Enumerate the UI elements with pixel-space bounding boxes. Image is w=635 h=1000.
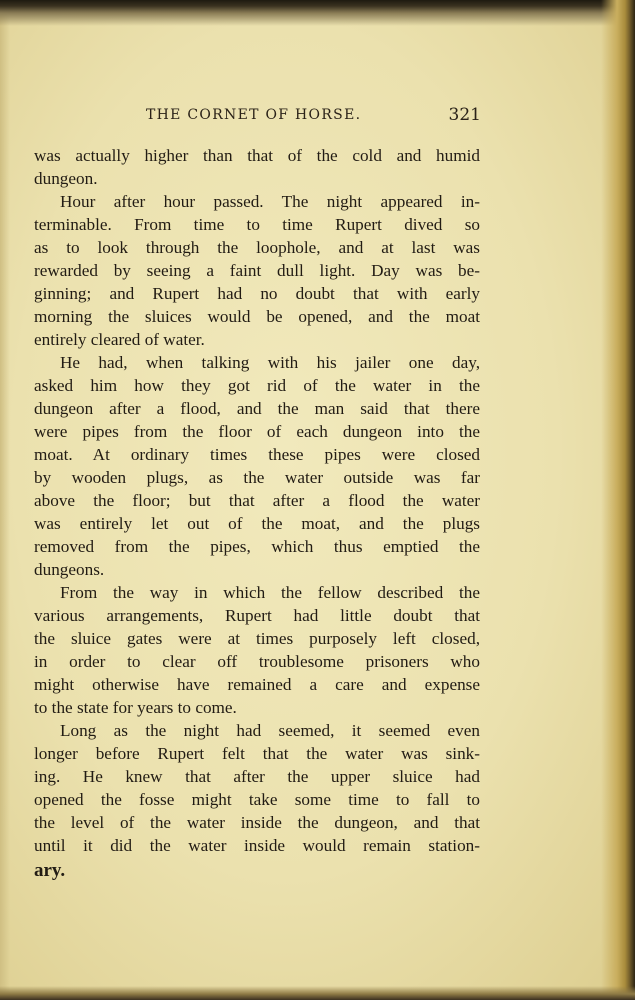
text-line: various arrangements, Rupert had little doubt that [34, 606, 480, 625]
text-line: moat. At ordinary times these pipes were closed [34, 445, 480, 464]
text-line: dungeon after a flood, and the man said that there [34, 399, 480, 418]
body-text [34, 144, 480, 882]
text-line: Hour after hour passed. The night appeared in- [60, 192, 480, 211]
text-line: opened the fosse might take some time to fall to [34, 790, 480, 809]
text-line: in order to clear off troublesome prisoners who [34, 652, 480, 671]
text-line: might otherwise have remained a care and expense [34, 675, 480, 694]
page-top-shadow [0, 0, 635, 26]
text-line: morning the sluices would be opened, and the moat [34, 307, 480, 326]
text-line: the level of the water inside the dungeon, and that [34, 813, 480, 832]
running-head [34, 103, 481, 127]
text-line: to the state for years to come. [34, 698, 237, 717]
page-number: 321 [448, 105, 481, 125]
text-line: dungeon. [34, 169, 98, 188]
page-left-edge [0, 0, 10, 1000]
text-line: ing. He knew that after the upper sluice had [34, 767, 480, 786]
text-line: longer before Rupert felt that the water was sink- [34, 744, 480, 763]
text-line: by wooden plugs, as the water outside was far [34, 468, 480, 487]
text-line: ary. [34, 860, 66, 881]
text-line: ginning; and Rupert had no doubt that with early [34, 284, 480, 303]
running-title: THE CORNET OF HORSE. [146, 107, 362, 123]
text-line: rewarded by seeing a faint dull light. Day was be- [34, 261, 480, 280]
page-binding-edge [601, 0, 635, 1000]
text-line: as to look through the loophole, and at last was [34, 238, 480, 257]
text-line: terminable. From time to time Rupert dived so [34, 215, 480, 234]
text-line: Long as the night had seemed, it seemed even [60, 721, 480, 740]
text-line: was entirely let out of the moat, and the plugs [34, 514, 480, 533]
text-line: the sluice gates were at times purposely left closed, [34, 629, 480, 648]
text-line: until it did the water inside would remain station- [34, 836, 480, 855]
text-line: removed from the pipes, which thus emptied the [34, 537, 480, 556]
text-line: entirely cleared of water. [34, 330, 205, 349]
text-line: were pipes from the floor of each dungeon into the [34, 422, 480, 441]
text-line: was actually higher than that of the cold and humid [34, 146, 480, 165]
text-line: dungeons. [34, 560, 105, 579]
text-line: above the floor; but that after a flood the water [34, 491, 480, 510]
text-line: He had, when talking with his jailer one day, [60, 353, 480, 372]
text-line: asked him how they got rid of the water in the [34, 376, 480, 395]
page-bottom-edge [0, 986, 635, 1000]
text-line: From the way in which the fellow described the [60, 583, 480, 602]
